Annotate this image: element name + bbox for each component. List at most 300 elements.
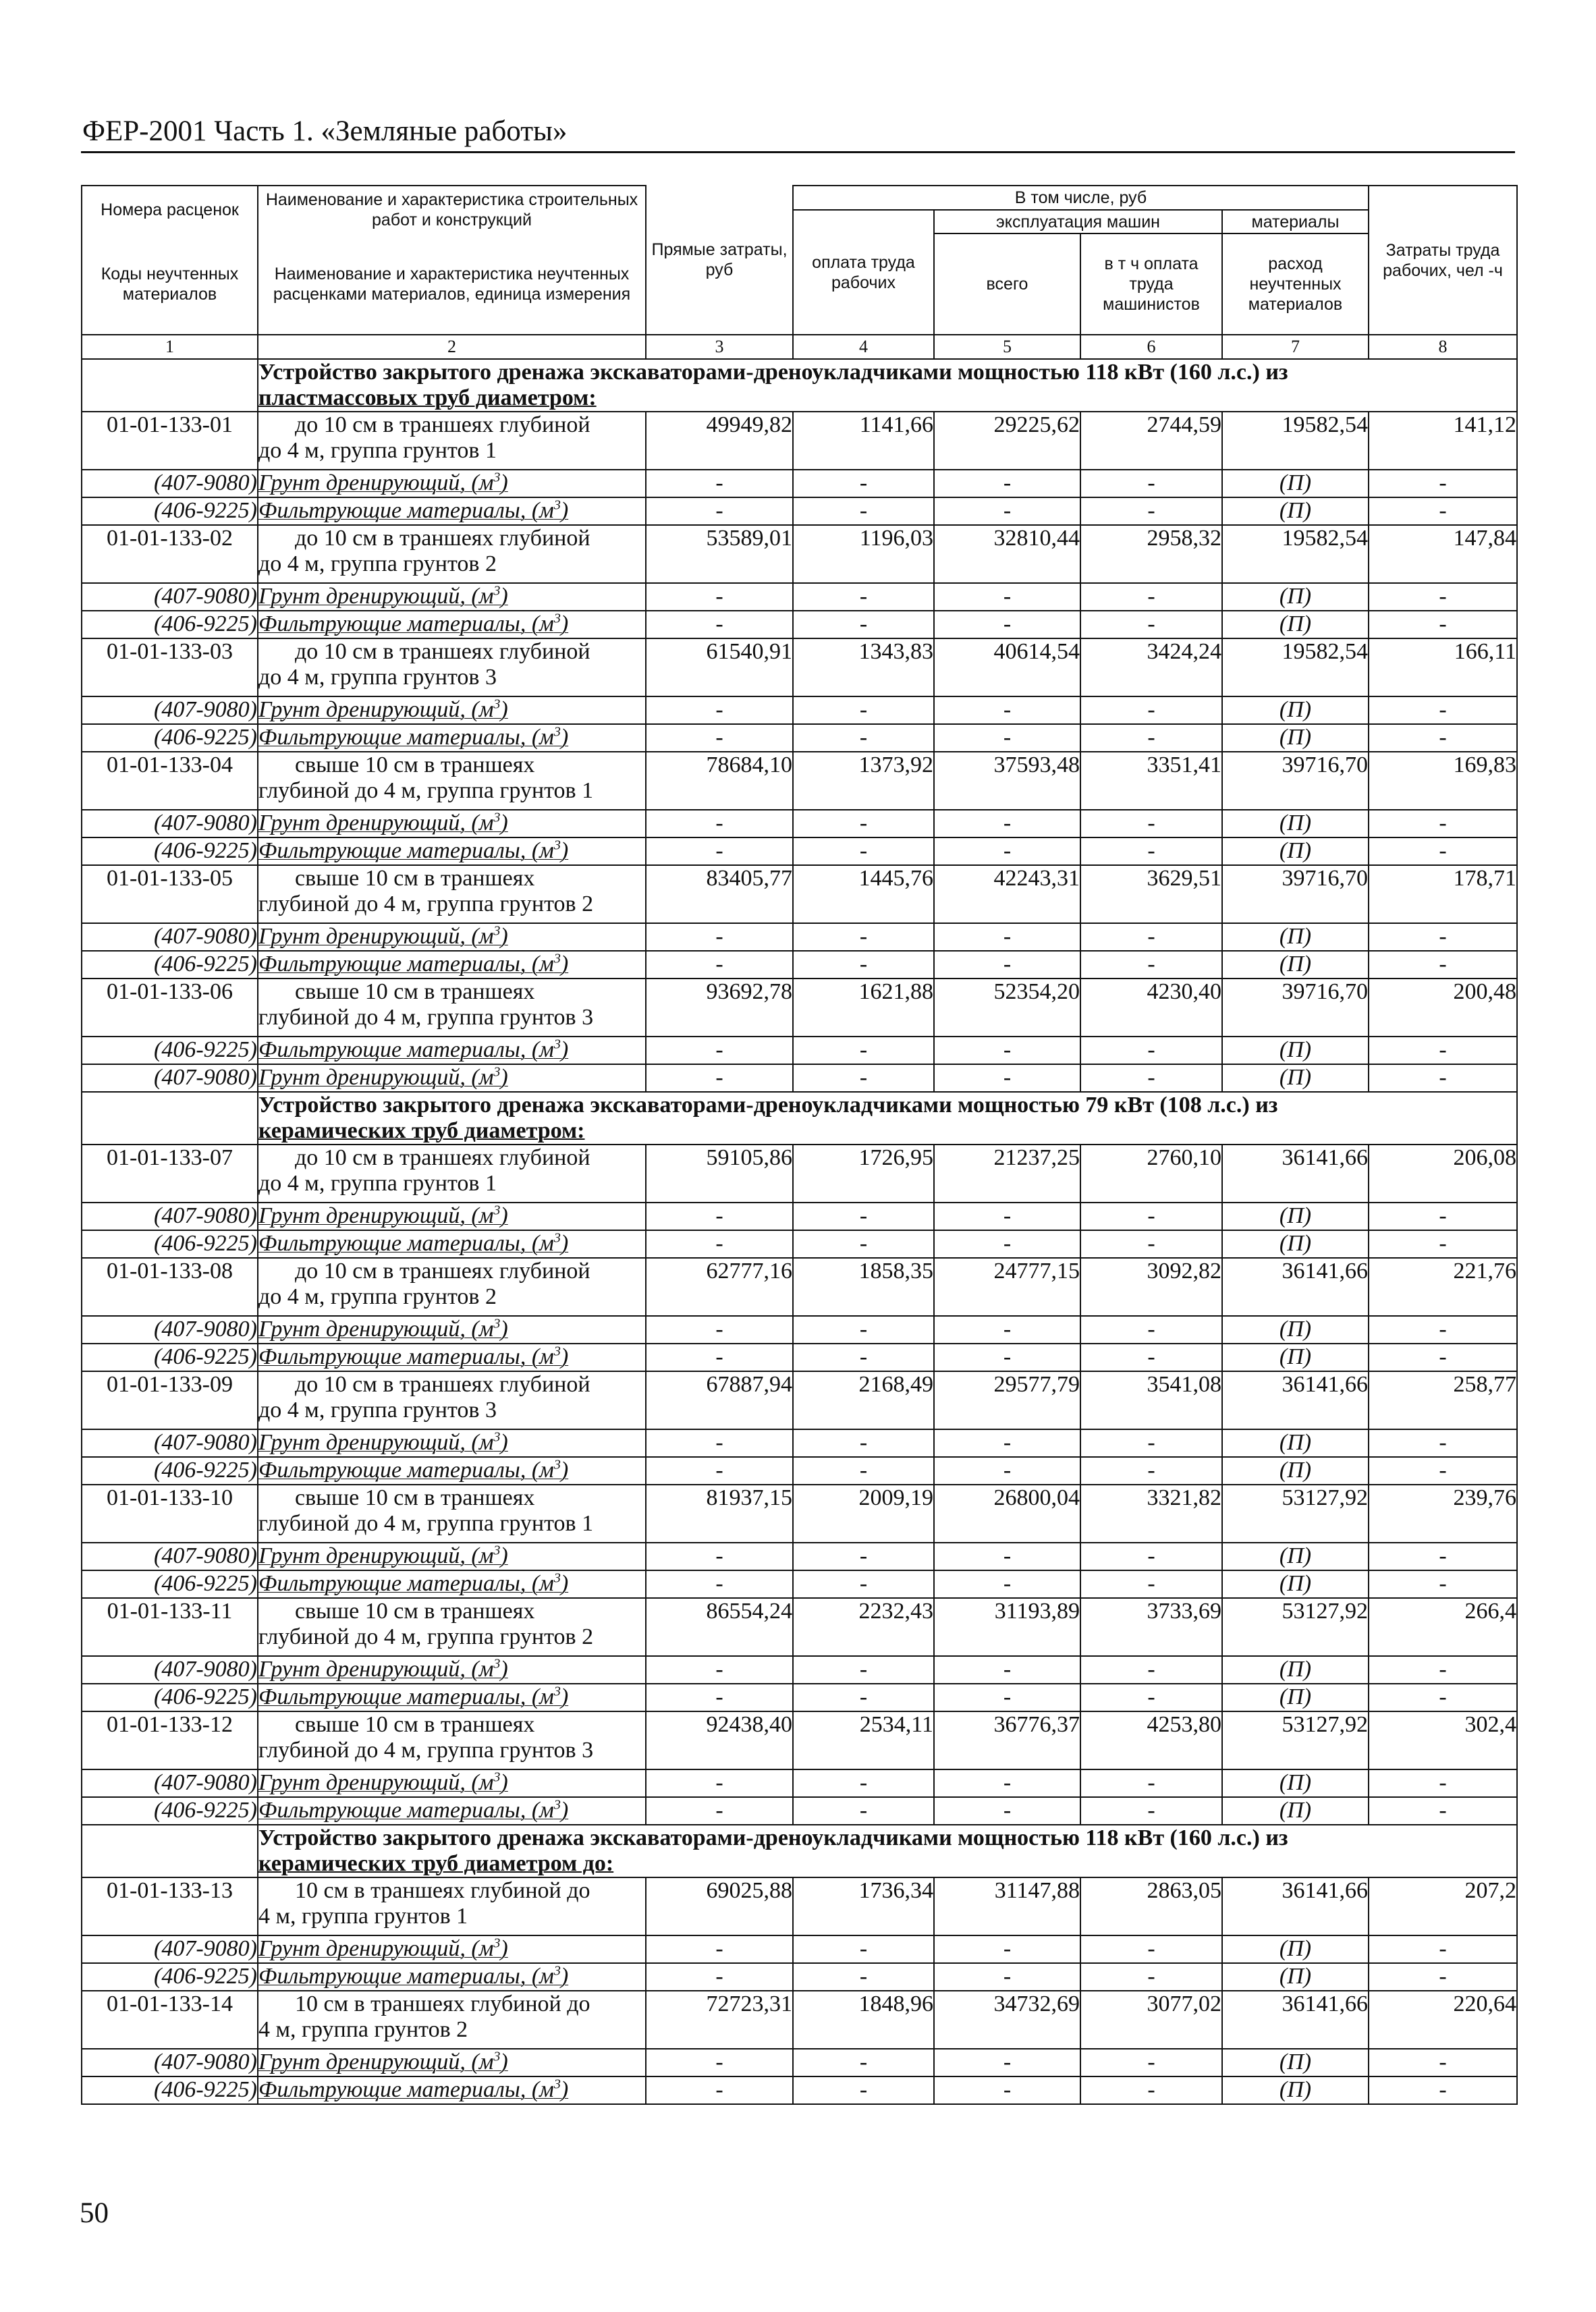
rate-description <box>258 1991 646 2049</box>
material-code: (406-9225) <box>82 497 258 525</box>
material-dash: - <box>934 497 1080 525</box>
material-consumption: (П) <box>1222 497 1369 525</box>
material-unit-close: ) <box>500 1430 508 1455</box>
material-code: (407-9080) <box>82 470 258 497</box>
material-dash: - <box>793 1684 934 1711</box>
material-dash: - <box>1080 1656 1222 1684</box>
direct-cost: 62777,16 <box>646 1258 793 1316</box>
rate-description-line: до 10 см в траншеях глубиной <box>295 526 590 551</box>
machinist-labor-cost: 2863,05 <box>1080 1877 1222 1935</box>
machinist-labor-cost: 2760,10 <box>1080 1145 1222 1203</box>
direct-cost: 67887,94 <box>646 1371 793 1429</box>
material-row <box>82 1543 1517 1570</box>
material-unit-close: ) <box>560 1037 569 1062</box>
rate-description <box>258 1371 646 1429</box>
labor-cost: 2232,43 <box>793 1598 934 1656</box>
material-dash: - <box>793 1543 934 1570</box>
material-name-text: Фильтрующие материалы, (м <box>258 2077 554 2102</box>
material-dash: - <box>793 1963 934 1991</box>
machinist-labor-cost: 2744,59 <box>1080 412 1222 470</box>
material-code: (406-9225) <box>82 1797 258 1825</box>
material-dash: - <box>1369 724 1517 752</box>
rate-description <box>258 638 646 696</box>
material-unit-close: ) <box>560 1458 569 1483</box>
material-dash: - <box>1369 1344 1517 1371</box>
material-name <box>258 611 646 638</box>
material-consumption: (П) <box>1222 1769 1369 1797</box>
direct-cost: 93692,78 <box>646 979 793 1037</box>
material-dash: - <box>793 611 934 638</box>
material-row <box>82 923 1517 951</box>
rate-row <box>82 412 1517 470</box>
machine-cost: 29225,62 <box>934 412 1080 470</box>
material-name-text: Фильтрующие материалы, (м <box>258 952 554 976</box>
material-name-text: Грунт дренирующий, (м <box>258 1543 494 1568</box>
material-dash: - <box>1080 2049 1222 2076</box>
material-dash: - <box>646 1203 793 1230</box>
material-consumption: (П) <box>1222 1037 1369 1064</box>
material-name <box>258 696 646 724</box>
rate-row <box>82 1598 1517 1656</box>
column-number: 2 <box>258 335 646 359</box>
material-dash: - <box>646 1037 793 1064</box>
material-dash: - <box>793 1935 934 1963</box>
material-cost: 19582,54 <box>1222 525 1369 583</box>
section-title-line: Устройство закрытого дренажа экскаваторами-дреноукладчиками мощностью 118 кВт (160 л.с.) из <box>258 1825 1288 1850</box>
material-row <box>82 1064 1517 1092</box>
material-dash: - <box>1080 837 1222 865</box>
material-name-text: Фильтрующие материалы, (м <box>258 1684 554 1709</box>
material-unit-close: ) <box>560 725 569 750</box>
header-rule <box>81 151 1515 153</box>
labor-cost: 1848,96 <box>793 1991 934 2049</box>
section-title <box>258 1092 1517 1145</box>
rate-description-line: до 10 см в траншеях глубиной <box>295 1145 590 1170</box>
material-dash: - <box>934 1230 1080 1258</box>
machine-cost: 52354,20 <box>934 979 1080 1037</box>
material-name <box>258 1203 646 1230</box>
labor-hours: 166,11 <box>1369 638 1517 696</box>
material-unit-exponent: 3 <box>493 1769 501 1785</box>
material-dash: - <box>934 2076 1080 2104</box>
material-dash: - <box>646 724 793 752</box>
table-header <box>82 186 1517 359</box>
material-row <box>82 696 1517 724</box>
material-name-text: Грунт дренирующий, (м <box>258 1430 494 1455</box>
section-title-row <box>82 1092 1517 1145</box>
material-name-text: Грунт дренирующий, (м <box>258 1770 494 1795</box>
material-code: (407-9080) <box>82 923 258 951</box>
material-cost: 53127,92 <box>1222 1711 1369 1769</box>
rate-row <box>82 752 1517 810</box>
material-name <box>258 1963 646 1991</box>
column-number: 1 <box>82 335 258 359</box>
material-unit-exponent: 3 <box>553 1037 561 1052</box>
material-dash: - <box>646 1684 793 1711</box>
material-unit-close: ) <box>560 498 569 523</box>
material-name-text: Фильтрующие материалы, (м <box>258 1231 554 1256</box>
labor-hours: 302,4 <box>1369 1711 1517 1769</box>
material-dash: - <box>1080 696 1222 724</box>
material-unit-close: ) <box>560 1571 569 1596</box>
rate-description <box>258 979 646 1037</box>
rate-code: 01-01-133-07 <box>82 1145 258 1203</box>
direct-cost: 53589,01 <box>646 525 793 583</box>
rate-row <box>82 1145 1517 1203</box>
material-dash: - <box>1369 611 1517 638</box>
material-unit-close: ) <box>560 838 569 863</box>
material-code: (407-9080) <box>82 1769 258 1797</box>
material-dash: - <box>646 1935 793 1963</box>
material-dash: - <box>934 1684 1080 1711</box>
machine-cost: 37593,48 <box>934 752 1080 810</box>
material-consumption: (П) <box>1222 1064 1369 1092</box>
material-dash: - <box>1080 1230 1222 1258</box>
material-name-text: Грунт дренирующий, (м <box>258 584 494 609</box>
material-dash: - <box>646 1769 793 1797</box>
material-name <box>258 2049 646 2076</box>
material-dash: - <box>1080 2076 1222 2104</box>
material-consumption: (П) <box>1222 951 1369 979</box>
labor-cost: 1141,66 <box>793 412 934 470</box>
material-dash: - <box>934 951 1080 979</box>
material-dash: - <box>1080 1797 1222 1825</box>
material-dash: - <box>934 696 1080 724</box>
col2-bottom-header: Наименование и характеристика неучтенных расценками материалов, единица измерения <box>258 233 646 335</box>
material-name-text: Грунт дренирующий, (м <box>258 924 494 949</box>
material-unit-exponent: 3 <box>493 1543 501 1558</box>
material-unit-close: ) <box>560 611 569 636</box>
material-name <box>258 1797 646 1825</box>
rate-row <box>82 1991 1517 2049</box>
material-dash: - <box>1080 1963 1222 1991</box>
machinist-labor-cost: 3424,24 <box>1080 638 1222 696</box>
rate-description-line: до 10 см в траншеях глубиной <box>295 1372 590 1397</box>
rate-row <box>82 1711 1517 1769</box>
direct-cost: 59105,86 <box>646 1145 793 1203</box>
material-name-text: Фильтрующие материалы, (м <box>258 1798 554 1823</box>
material-dash: - <box>646 1064 793 1092</box>
material-consumption: (П) <box>1222 2076 1369 2104</box>
material-dash: - <box>1369 951 1517 979</box>
material-cost: 36141,66 <box>1222 1877 1369 1935</box>
material-unit-close: ) <box>500 1317 508 1342</box>
material-dash: - <box>1369 1935 1517 1963</box>
labor-hours: 141,12 <box>1369 412 1517 470</box>
material-dash: - <box>1080 1769 1222 1797</box>
material-row <box>82 1344 1517 1371</box>
material-dash: - <box>793 1769 934 1797</box>
page-header: ФЕР-2001 Часть 1. «Земляные работы» <box>82 115 568 147</box>
rate-code: 01-01-133-03 <box>82 638 258 696</box>
material-consumption: (П) <box>1222 696 1369 724</box>
material-dash: - <box>934 1769 1080 1797</box>
machine-cost: 31147,88 <box>934 1877 1080 1935</box>
material-dash: - <box>1369 1230 1517 1258</box>
material-name <box>258 1064 646 1092</box>
material-dash: - <box>1080 951 1222 979</box>
rate-description-line: глубиной до 4 м, группа грунтов 1 <box>258 778 594 803</box>
labor-hours: 266,4 <box>1369 1598 1517 1656</box>
material-row <box>82 1230 1517 1258</box>
material-code: (406-9225) <box>82 2076 258 2104</box>
material-unit-close: ) <box>560 1798 569 1823</box>
material-name-text: Грунт дренирующий, (м <box>258 697 494 722</box>
material-dash: - <box>934 1316 1080 1344</box>
material-dash: - <box>1369 1684 1517 1711</box>
material-unit-close: ) <box>500 697 508 722</box>
material-unit-exponent: 3 <box>493 1316 501 1331</box>
material-consumption: (П) <box>1222 1457 1369 1485</box>
material-dash: - <box>1080 1203 1222 1230</box>
material-consumption: (П) <box>1222 611 1369 638</box>
material-dash: - <box>934 1656 1080 1684</box>
material-dash: - <box>1369 1316 1517 1344</box>
machinist-labor-cost: 4253,80 <box>1080 1711 1222 1769</box>
material-dash: - <box>793 1656 934 1684</box>
material-unit-close: ) <box>500 2049 508 2074</box>
material-dash: - <box>1369 1064 1517 1092</box>
material-code: (406-9225) <box>82 1230 258 1258</box>
rate-description-line: до 4 м, группа грунтов 2 <box>258 551 497 576</box>
material-row <box>82 583 1517 611</box>
material-unit-close: ) <box>500 1936 508 1961</box>
material-unit-close: ) <box>500 1770 508 1795</box>
machine-cost: 40614,54 <box>934 638 1080 696</box>
materials-header: материалы <box>1222 210 1369 233</box>
material-code: (406-9225) <box>82 724 258 752</box>
material-code: (406-9225) <box>82 1963 258 1991</box>
material-row <box>82 1457 1517 1485</box>
material-unit-close: ) <box>500 1203 508 1228</box>
material-dash: - <box>934 1963 1080 1991</box>
material-code: (407-9080) <box>82 810 258 837</box>
material-dash: - <box>793 1316 934 1344</box>
machine-cost: 29577,79 <box>934 1371 1080 1429</box>
material-dash: - <box>646 611 793 638</box>
material-dash: - <box>793 1797 934 1825</box>
material-dash: - <box>793 837 934 865</box>
material-unit-exponent: 3 <box>493 923 501 939</box>
material-unit-exponent: 3 <box>493 1203 501 1218</box>
material-unit-close: ) <box>500 1065 508 1090</box>
material-dash: - <box>646 1656 793 1684</box>
machine-cost: 21237,25 <box>934 1145 1080 1203</box>
material-dash: - <box>793 2049 934 2076</box>
material-unit-exponent: 3 <box>553 2076 561 2092</box>
material-dash: - <box>1080 1543 1222 1570</box>
material-unit-exponent: 3 <box>553 611 561 626</box>
rate-code: 01-01-133-13 <box>82 1877 258 1935</box>
material-code: (407-9080) <box>82 1935 258 1963</box>
material-consumption: (П) <box>1222 1935 1369 1963</box>
direct-cost: 49949,82 <box>646 412 793 470</box>
material-dash: - <box>1080 1429 1222 1457</box>
material-dash: - <box>934 810 1080 837</box>
material-unit-exponent: 3 <box>493 1656 501 1672</box>
machinist-labor-cost: 3092,82 <box>1080 1258 1222 1316</box>
rate-code: 01-01-133-14 <box>82 1991 258 2049</box>
material-dash: - <box>646 1457 793 1485</box>
rate-code: 01-01-133-09 <box>82 1371 258 1429</box>
material-dash: - <box>1369 497 1517 525</box>
rate-description-line: глубиной до 4 м, группа грунтов 2 <box>258 891 594 916</box>
material-unit-close: ) <box>500 924 508 949</box>
machinist-labor-cost: 4230,40 <box>1080 979 1222 1037</box>
material-consumption: (П) <box>1222 923 1369 951</box>
rate-description <box>258 1711 646 1769</box>
material-dash: - <box>1369 1797 1517 1825</box>
material-name <box>258 497 646 525</box>
material-name-text: Грунт дренирующий, (м <box>258 810 494 835</box>
material-name-text: Фильтрующие материалы, (м <box>258 725 554 750</box>
rate-code: 01-01-133-11 <box>82 1598 258 1656</box>
material-dash: - <box>1080 611 1222 638</box>
material-dash: - <box>793 1203 934 1230</box>
material-consumption: (П) <box>1222 1797 1369 1825</box>
labor-cost: 1726,95 <box>793 1145 934 1203</box>
material-dash: - <box>934 1797 1080 1825</box>
material-code: (406-9225) <box>82 1344 258 1371</box>
labor-hours: 147,84 <box>1369 525 1517 583</box>
material-dash: - <box>1369 837 1517 865</box>
machine-cost: 34732,69 <box>934 1991 1080 2049</box>
material-dash: - <box>793 724 934 752</box>
rate-code: 01-01-133-05 <box>82 865 258 923</box>
material-name <box>258 2076 646 2104</box>
material-consumption: (П) <box>1222 1684 1369 1711</box>
material-consumption: (П) <box>1222 1570 1369 1598</box>
material-cost: 39716,70 <box>1222 865 1369 923</box>
section-title-row <box>82 1825 1517 1877</box>
material-row <box>82 1316 1517 1344</box>
material-name <box>258 1344 646 1371</box>
material-name-text: Грунт дренирующий, (м <box>258 1065 494 1090</box>
material-dash: - <box>793 583 934 611</box>
rate-description-line: до 4 м, группа грунтов 1 <box>258 1171 497 1196</box>
machine-cost: 26800,04 <box>934 1485 1080 1543</box>
material-dash: - <box>793 1457 934 1485</box>
material-code: (407-9080) <box>82 2049 258 2076</box>
material-cost: 39716,70 <box>1222 752 1369 810</box>
material-dash: - <box>1369 1457 1517 1485</box>
material-dash: - <box>1080 1570 1222 1598</box>
rate-description <box>258 752 646 810</box>
machinist-labor-cost: 3541,08 <box>1080 1371 1222 1429</box>
labor-cost: 1373,92 <box>793 752 934 810</box>
material-dash: - <box>1080 583 1222 611</box>
material-row <box>82 2076 1517 2104</box>
material-row <box>82 1769 1517 1797</box>
material-dash: - <box>646 470 793 497</box>
material-consumption: (П) <box>1222 470 1369 497</box>
material-unit-exponent: 3 <box>553 1570 561 1586</box>
material-name <box>258 837 646 865</box>
material-dash: - <box>1369 1656 1517 1684</box>
material-dash: - <box>1080 810 1222 837</box>
column-number: 3 <box>646 335 793 359</box>
material-dash: - <box>793 1037 934 1064</box>
rate-description-line: до 4 м, группа грунтов 1 <box>258 438 497 463</box>
section-title-line: пластмассовых труб диаметром: <box>258 385 597 410</box>
material-dash: - <box>793 1570 934 1598</box>
rate-code: 01-01-133-04 <box>82 752 258 810</box>
rate-row <box>82 1258 1517 1316</box>
direct-cost: 61540,91 <box>646 638 793 696</box>
material-code: (407-9080) <box>82 1543 258 1570</box>
rate-description <box>258 1877 646 1935</box>
labor-cost: 2168,49 <box>793 1371 934 1429</box>
material-consumption: (П) <box>1222 837 1369 865</box>
machines-header: эксплуатация машин <box>934 210 1222 233</box>
material-cost: 36141,66 <box>1222 1258 1369 1316</box>
material-dash: - <box>934 2049 1080 2076</box>
material-name <box>258 470 646 497</box>
labor-cost: 1621,88 <box>793 979 934 1037</box>
material-dash: - <box>1369 1769 1517 1797</box>
material-dash: - <box>646 2076 793 2104</box>
col3-header: Прямые затраты, руб <box>646 186 793 335</box>
section-title <box>258 1825 1517 1877</box>
material-name-text: Грунт дренирующий, (м <box>258 470 494 495</box>
material-name <box>258 951 646 979</box>
material-unit-exponent: 3 <box>553 497 561 513</box>
material-dash: - <box>1369 583 1517 611</box>
section-code-blank <box>82 1092 258 1145</box>
material-dash: - <box>934 583 1080 611</box>
section-code-blank <box>82 359 258 412</box>
material-unit-exponent: 3 <box>553 1963 561 1979</box>
material-dash: - <box>1080 1935 1222 1963</box>
col1-top-header: Номера расценок <box>82 186 258 233</box>
material-row <box>82 1570 1517 1598</box>
rate-description-line: глубиной до 4 м, группа грунтов 3 <box>258 1005 594 1030</box>
material-unit-exponent: 3 <box>553 1344 561 1359</box>
rate-description-line: до 10 см в траншеях глубиной <box>295 639 590 664</box>
rate-description <box>258 1485 646 1543</box>
material-unit-exponent: 3 <box>493 1935 501 1951</box>
material-name <box>258 1935 646 1963</box>
incl-header: В том числе, руб <box>793 186 1369 210</box>
material-name <box>258 1457 646 1485</box>
rate-description-line: до 4 м, группа грунтов 3 <box>258 665 497 690</box>
material-dash: - <box>793 810 934 837</box>
material-name-text: Фильтрующие материалы, (м <box>258 1344 554 1369</box>
machine-cost: 31193,89 <box>934 1598 1080 1656</box>
material-name-text: Грунт дренирующий, (м <box>258 1317 494 1342</box>
rate-description <box>258 1145 646 1203</box>
rate-description <box>258 1598 646 1656</box>
rate-description-line: до 10 см в траншеях глубиной <box>295 412 590 437</box>
material-name <box>258 923 646 951</box>
material-dash: - <box>646 923 793 951</box>
rate-description <box>258 412 646 470</box>
rate-description <box>258 1258 646 1316</box>
material-dash: - <box>934 1570 1080 1598</box>
material-dash: - <box>646 2049 793 2076</box>
material-dash: - <box>1080 1684 1222 1711</box>
labor-cost: 2534,11 <box>793 1711 934 1769</box>
material-name <box>258 1570 646 1598</box>
labor-hours: 258,77 <box>1369 1371 1517 1429</box>
material-dash: - <box>1369 2049 1517 2076</box>
material-consumption: (П) <box>1222 1316 1369 1344</box>
material-dash: - <box>1080 724 1222 752</box>
material-name <box>258 1037 646 1064</box>
material-unit-exponent: 3 <box>493 470 501 485</box>
material-code: (406-9225) <box>82 1037 258 1064</box>
material-row <box>82 951 1517 979</box>
